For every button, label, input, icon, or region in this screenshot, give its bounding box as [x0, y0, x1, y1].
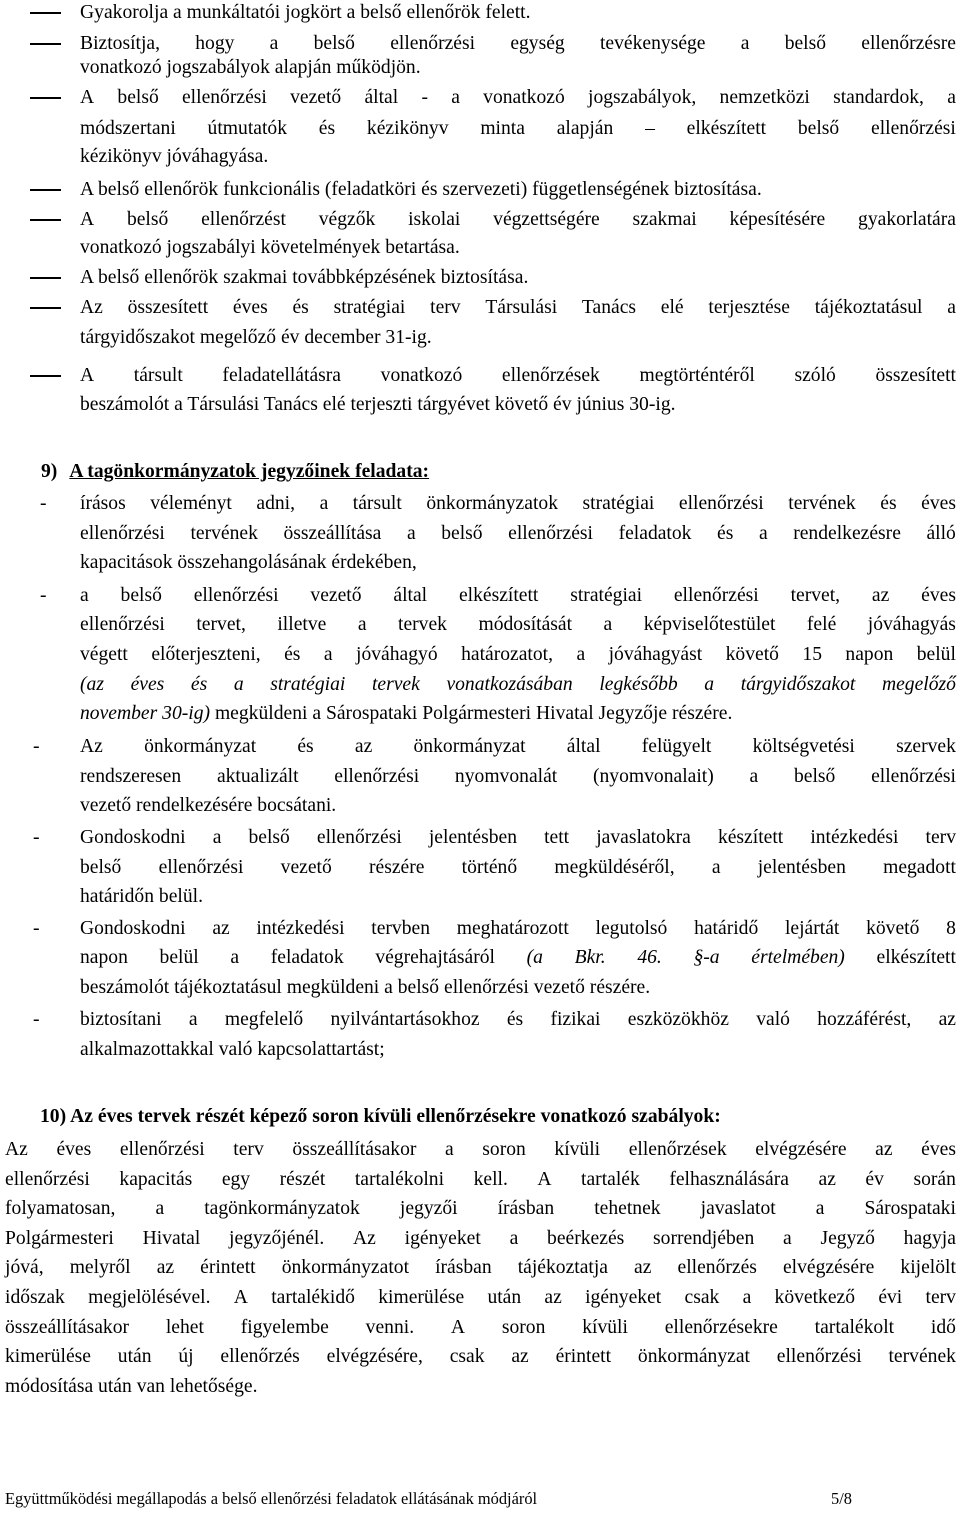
top-list-item-line: A belső ellenőrzési vezető által - a vonatkozó jogszabályok, nemzetközi standardok, a — [80, 87, 956, 108]
top-list-item-line: módszertani útmutatók és kézikönyv minta alapján – elkészített belső ellenőrzési — [80, 118, 956, 139]
top-list-item-line: vonatkozó jogszabályok alapján működjön. — [80, 57, 421, 78]
section-9-item-line: ellenőrzési tervének összeállítása a belső ellenőrzési feladatok és a rendelkezésre álló — [80, 523, 956, 544]
section-10-heading — [40, 1107, 721, 1127]
section-9-item-line: beszámolót tájékoztatásul megküldeni a belső ellenőrzési vezető részére. — [80, 977, 651, 998]
list-dash: - — [40, 493, 47, 514]
list-bullet-dash — [30, 97, 61, 99]
list-dash: - — [33, 736, 40, 757]
section-9-item-line: írásos véleményt adni, a társult önkormányzatok stratégiai ellenőrzési tervének és éves — [80, 493, 956, 514]
top-list-item-line: A belső ellenőrök funkcionális (feladatköri és szervezeti) függetlenségének biztosítása. — [80, 179, 762, 200]
top-list-item-line: A belső ellenőrök szakmai továbbképzésének biztosítása. — [80, 267, 529, 288]
page-number: 5/8 — [831, 1489, 852, 1508]
list-dash: - — [40, 585, 47, 606]
top-list-item-line: Az összesített éves és stratégiai terv Társulási Tanács elé terjesztése tájékoztatásul a — [80, 297, 956, 318]
list-bullet-dash — [30, 375, 61, 377]
top-list-item-line: Gyakorolja a munkáltatói jogkört a belső ellenőrök felett. — [80, 2, 531, 23]
top-list-item-line: kézikönyv jóváhagyása. — [80, 146, 269, 167]
section-number: 9) — [41, 461, 58, 482]
section-10-paragraph-line: időszak megjelölésével. A tartalékidő kimerülése után az igényeket csak a következő évi terv — [5, 1287, 956, 1308]
section-9-item-line: vezető rendelkezésére bocsátani. — [80, 795, 337, 816]
section-title: A tagönkormányzatok jegyzőinek feladata: — [69, 461, 430, 482]
section-10-paragraph-line: kimerülése után új ellenőrzés elvégzésére, csak az érintett önkormányzat ellenőrzési tervének — [5, 1346, 956, 1367]
list-bullet-dash — [30, 189, 61, 191]
footer-title: Együttműködési megállapodás a belső ellenőrzési feladatok ellátásának módjáról — [5, 1489, 538, 1508]
section-9-item-line: Gondoskodni az intézkedési tervben meghatározott legutolsó határidő lejártát követő 8 — [80, 918, 956, 939]
section-9-item-line: alkalmazottakkal való kapcsolattartást; — [80, 1039, 385, 1060]
list-dash: - — [33, 918, 40, 939]
list-dash: - — [33, 1009, 40, 1030]
section-10-paragraph-line: összeállításakor lehet figyelembe venni. A soron kívüli ellenőrzésekre tartalékolt idő — [5, 1317, 956, 1338]
list-bullet-dash — [30, 277, 61, 279]
section-9-heading — [41, 462, 429, 482]
top-list-item-line: Biztosítja, hogy a belső ellenőrzési egység tevékenysége a belső ellenőrzésre — [80, 33, 956, 54]
footer-divider — [5, 1448, 957, 1449]
top-list-item-line: vonatkozó jogszabályi követelmények betartása. — [80, 237, 460, 258]
section-9-item-line: (az éves és a stratégiai tervek vonatkozásában legkésőbb a tárgyidőszakot megelőző — [80, 674, 956, 695]
list-dash: - — [33, 827, 40, 848]
section-10-paragraph-line: Polgármesteri Hivatal jegyzőjénél. Az igényeket a beérkezés sorrendjében a Jegyző hagyja — [5, 1228, 956, 1249]
section-9-item-line: Gondoskodni a belső ellenőrzési jelentésben tett javaslatokra készített intézkedési terv — [80, 827, 956, 848]
section-9-item-line: a belső ellenőrzési vezető által elkészített stratégiai ellenőrzési tervet, az éves — [80, 585, 956, 606]
section-10-paragraph-line: jóvá, melyről az érintett önkormányzatot írásban tájékoztatja az ellenőrzés elvégzésére kijelölt — [5, 1257, 956, 1278]
list-bullet-dash — [30, 219, 61, 221]
section-10-paragraph-line: Az éves ellenőrzési terv összeállításakor a soron kívüli ellenőrzések elvégzésére az éves — [5, 1139, 956, 1160]
section-10-paragraph-line: folyamatosan, a tagönkormányzatok jegyzői írásban tehetnek javaslatot a Sárospataki — [5, 1198, 956, 1219]
section-9-item-line: Az önkormányzat és az önkormányzat által felügyelt költségvetési szervek — [80, 736, 956, 757]
section-9-item-line: napon belül a feladatok végrehajtásáról (a Bkr. 46. §-a értelmében) elkészített — [80, 947, 956, 968]
section-title: Az éves tervek részét képező soron kívüli ellenőrzésekre vonatkozó szabályok: — [70, 1106, 721, 1127]
section-9-item-line: kapacitások összehangolásának érdekében, — [80, 552, 417, 573]
section-9-item-line: november 30-ig) megküldeni a Sárospataki Polgármesteri Hivatal Jegyzője részére. — [80, 703, 733, 724]
section-9-item-line: határidőn belül. — [80, 886, 203, 907]
section-9-item-line: rendszeresen aktualizált ellenőrzési nyomvonalát (nyomvonalait) a belső ellenőrzési — [80, 766, 956, 787]
section-10-paragraph-line: módosítása után van lehetősége. — [5, 1376, 258, 1397]
section-number: 10) — [40, 1106, 67, 1127]
section-10-paragraph-line: ellenőrzési kapacitás egy részét tartalékolni kell. A tartalék felhasználására az év során — [5, 1169, 956, 1190]
top-list-item-line: A társult feladatellátásra vonatkozó ellenőrzések megtörténtéről szóló összesített — [80, 365, 956, 386]
section-9-item-line: végett előterjeszteni, és a jóváhagyó határozatot, a jóváhagyást követő 15 napon belül — [80, 644, 956, 665]
top-list-item-line: A belső ellenőrzést végzők iskolai végzettségére szakmai képesítésére gyakorlatára — [80, 209, 956, 230]
list-bullet-dash — [30, 12, 61, 14]
top-list-item-line: beszámolót a Társulási Tanács elé terjeszti tárgyévet követő év június 30-ig. — [80, 394, 676, 415]
top-list-item-line: tárgyidőszakot megelőző év december 31-ig. — [80, 327, 432, 348]
section-9-item-line: ellenőrzési tervet, illetve a tervek módosítását a képviselőtestület felé jóváhagyás — [80, 614, 956, 635]
section-9-item-line: biztosítani a megfelelő nyilvántartásokhoz és fizikai eszközökhöz való hozzáférést, az — [80, 1009, 956, 1030]
list-bullet-dash — [30, 43, 61, 45]
section-9-item-line: belső ellenőrzési vezető részére történő megküldéséről, a jelentésben megadott — [80, 857, 956, 878]
list-bullet-dash — [30, 307, 61, 309]
